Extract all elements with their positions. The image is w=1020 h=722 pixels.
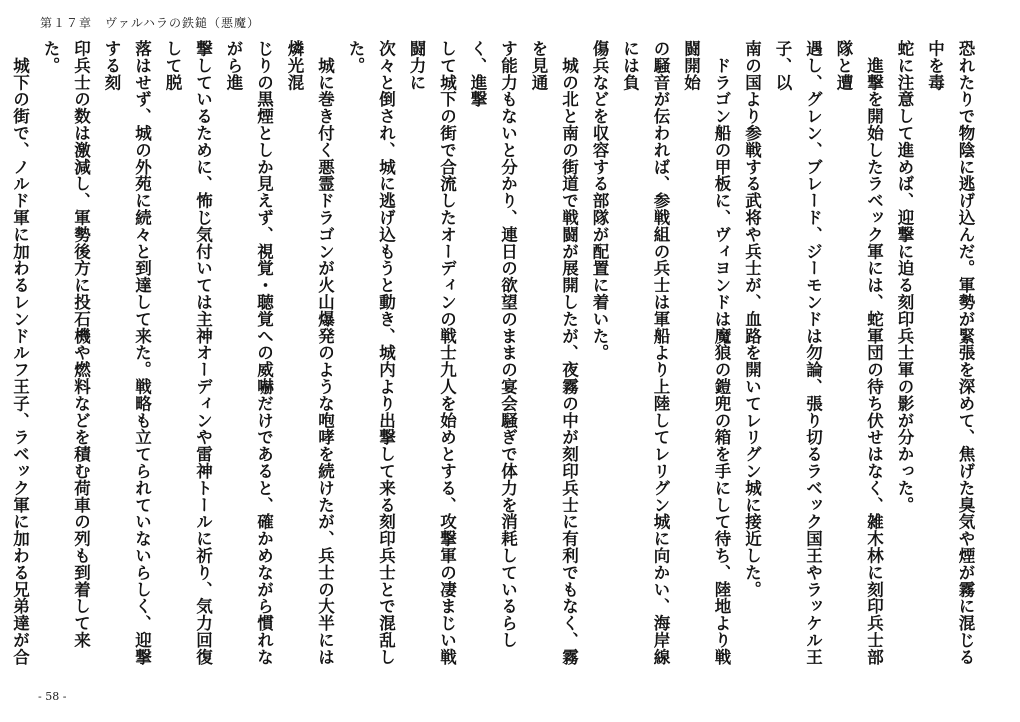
text-line: して城下の街で合流したオーディンの戦士九人を始めとする、攻撃軍の凄まじい戦闘力に [407,40,457,666]
text-line: 遇し、グレン、ブレード、ジーモンドは勿論、張り切るラベック国王やラッケル王子、以 [773,40,823,666]
text-line: 城下の街で、ノルド軍に加わるレンドルフ王子、ラベック軍に加わる兄弟達が合 [10,56,30,666]
text-line: 恐れたりで物陰に逃げ込んだ。軍勢が緊張を深めて、焦げた臭気や煙が霧に混じる中を毒 [925,40,975,666]
text-line: 城の北と南の街道で戦闘が展開したが、夜霧の中が刻印兵士に有利でもなく、霧を見通 [529,40,579,666]
novel-text-body [10,40,980,680]
text-line: 次々と倒され、城に逃げ込もうと動き、城内より出撃して来る刻印兵士とで混乱した。 [346,40,396,666]
text-line: す能力もないと分かり、連日の欲望のままの宴会騒ぎで体力を消耗しているらしく、進撃 [468,40,518,649]
text-line: じりの黒煙としか見えず、視覚・聴覚への威嚇だけであると、確かめながら慣れながら進 [224,40,274,666]
page-number: - 58 - [38,690,67,703]
text-line: 蛇に注意して進めば、迎撃に迫る刻印兵士軍の影が分かった。 [895,40,914,514]
text-line: 撃しているために、怖じ気付いては主神オーディンや雷神トールに祈り、気力回復して脱 [163,40,213,666]
text-line: 城に巻き付く悪霊ドラゴンが火山爆発のような咆哮を続けたが、兵士の大半には燐光混 [285,40,335,666]
text-line: ドラゴン船の甲板に、ヴィヨンドは魔狼の鎧兜の箱を手にして待ち、陸地より戦闘開始 [681,40,731,666]
text-line: 傷兵などを収容する部隊が配置に着いた。 [590,40,609,362]
text-line: 印兵士の数は激減し、軍勢後方に投石機や燃料などを積む荷車の列も到着して来た。 [41,40,91,649]
chapter-header: 第１７章 ヴァルハラの鉄鎚（悪魔） [40,16,261,30]
text-line: 南の国より参戦する武将や兵士が、血路を開いてレリグン城に接近した。 [742,40,762,598]
text-line: 落はせず、城の外苑に続々と到達して来た。戦略も立てられていないらしく、迎撃する刻 [102,40,152,666]
text-line: の騒音が伝われば、参戦組の兵士は軍船より上陸してレリグン城に向かい、海岸線には負 [620,40,670,666]
text-line: 進撃を開始したラベック軍には、蛇軍団の待ち伏せはなく、雑木林に刻印兵士部隊と遭 [834,40,884,666]
